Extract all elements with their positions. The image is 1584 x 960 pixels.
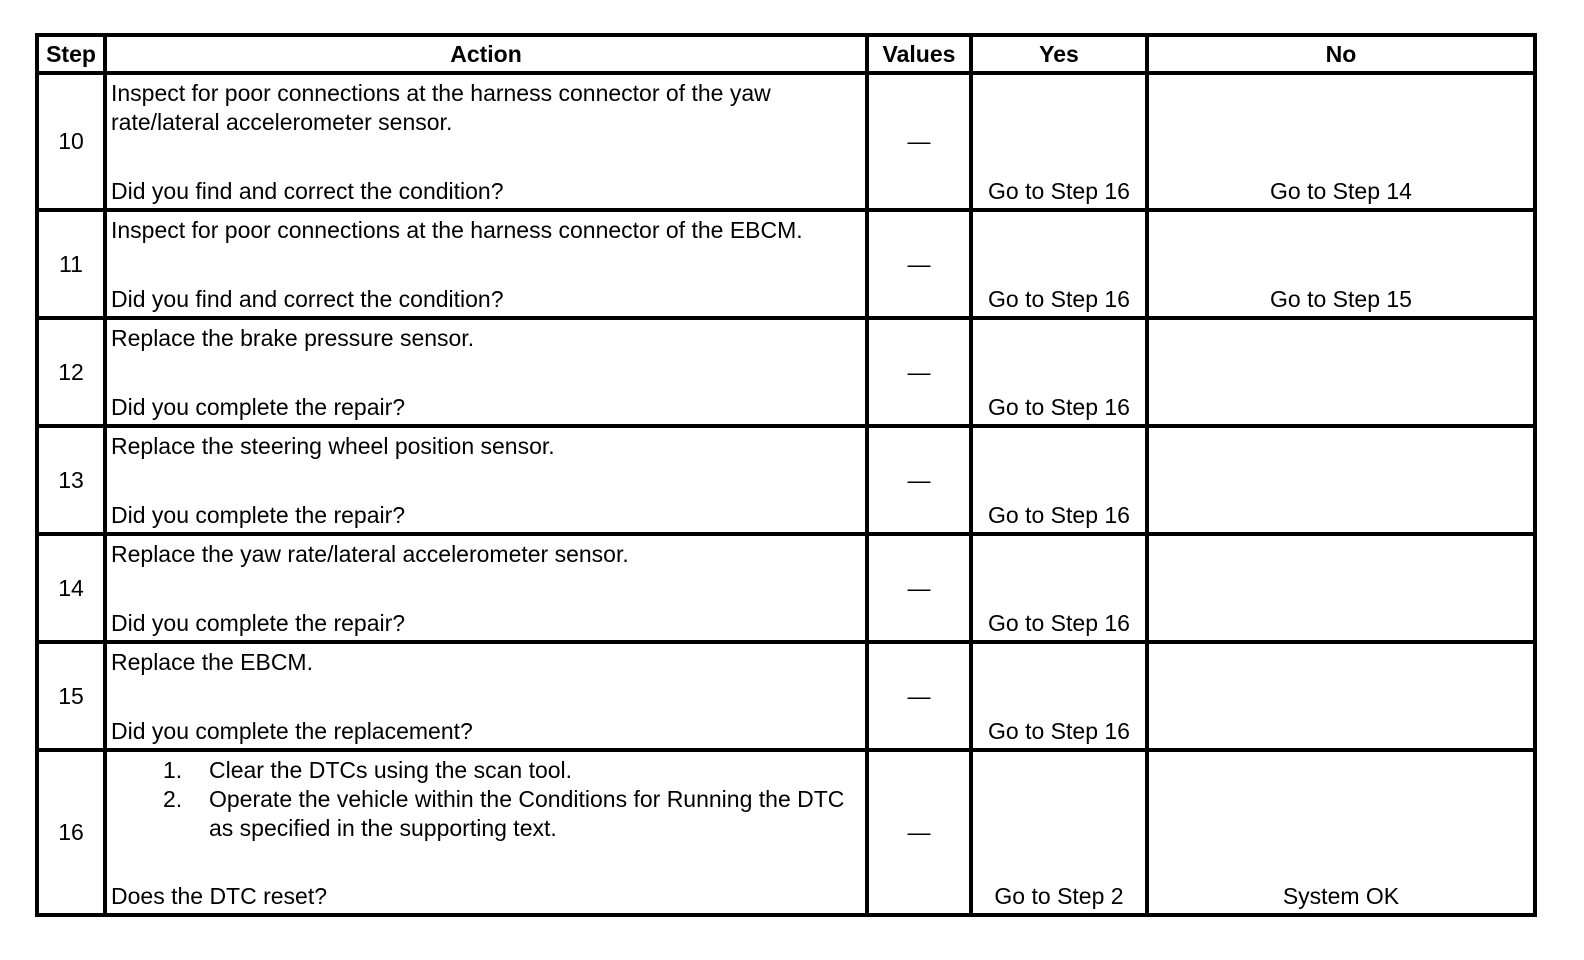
no-text: Go to Step 15: [1270, 286, 1412, 312]
no-text: [1149, 422, 1533, 424]
action-text: Replace the steering wheel position sensor.: [111, 433, 555, 459]
no-cell: [1147, 534, 1535, 642]
step-number: 11: [37, 210, 105, 318]
yes-cell: [971, 73, 1147, 210]
action-cell: [105, 210, 867, 318]
values-cell: —: [867, 210, 971, 318]
action-question: Does the DTC reset?: [111, 883, 328, 909]
header-yes: Yes: [971, 35, 1147, 73]
no-text: [1149, 530, 1533, 532]
action-question: Did you find and correct the condition?: [111, 178, 504, 204]
action-cell: [105, 534, 867, 642]
values-cell: —: [867, 318, 971, 426]
table-row: [37, 534, 1535, 642]
action-text: Inspect for poor connections at the harness connector of the yaw rate/lateral accelerometer sensor.: [111, 80, 771, 135]
action-cell: [105, 73, 867, 210]
no-text: [1149, 746, 1533, 748]
no-cell: [1147, 642, 1535, 750]
no-cell: [1147, 210, 1535, 318]
table-row: [37, 318, 1535, 426]
diagnostic-table: [35, 33, 1537, 917]
yes-text: Go to Step 16: [988, 610, 1130, 636]
list-item: [111, 756, 861, 785]
no-text: Go to Step 14: [1270, 178, 1412, 204]
yes-text: Go to Step 16: [988, 394, 1130, 420]
yes-text: Go to Step 16: [988, 286, 1130, 312]
action-text: Replace the yaw rate/lateral accelerometer sensor.: [111, 541, 629, 567]
list-item-number: 2.: [163, 786, 183, 812]
step-number: 13: [37, 426, 105, 534]
action-text: Replace the EBCM.: [111, 649, 313, 675]
action-question: Did you complete the repair?: [111, 394, 406, 420]
yes-cell: [971, 318, 1147, 426]
header-row: [37, 35, 1535, 73]
yes-cell: [971, 210, 1147, 318]
table-row: [37, 750, 1535, 915]
header-no: No: [1147, 35, 1535, 73]
table-row: [37, 210, 1535, 318]
yes-cell: [971, 750, 1147, 915]
yes-cell: [971, 426, 1147, 534]
values-cell: —: [867, 642, 971, 750]
no-text: [1149, 638, 1533, 640]
action-cell: [105, 642, 867, 750]
values-cell: —: [867, 750, 971, 915]
yes-cell: [971, 642, 1147, 750]
values-cell: —: [867, 73, 971, 210]
no-text: System OK: [1282, 883, 1400, 909]
list-item-text: Operate the vehicle within the Conditions for Running the DTC as specified in the supporting text.: [209, 786, 845, 841]
no-cell: [1147, 750, 1535, 915]
list-item-text: Clear the DTCs using the scan tool.: [209, 757, 573, 783]
action-question: Did you complete the repair?: [111, 610, 406, 636]
action-question: Did you complete the repair?: [111, 502, 406, 528]
table-row: [37, 426, 1535, 534]
no-cell: [1147, 318, 1535, 426]
table-row: [37, 73, 1535, 210]
step-number: 12: [37, 318, 105, 426]
yes-text: Go to Step 16: [988, 718, 1130, 744]
action-question: Did you complete the replacement?: [111, 718, 473, 744]
action-steps-list: [111, 756, 861, 843]
header-values: Values: [867, 35, 971, 73]
yes-text: Go to Step 16: [988, 502, 1130, 528]
step-number: 15: [37, 642, 105, 750]
step-number: 16: [37, 750, 105, 915]
yes-text: Go to Step 2: [994, 883, 1124, 909]
no-cell: [1147, 73, 1535, 210]
step-number: 10: [37, 73, 105, 210]
step-number: 14: [37, 534, 105, 642]
action-cell: [105, 750, 867, 915]
header-step: Step: [37, 35, 105, 73]
action-text: Replace the brake pressure sensor.: [111, 325, 475, 351]
table-row: [37, 642, 1535, 750]
yes-text: Go to Step 16: [988, 178, 1130, 204]
action-question: Did you find and correct the condition?: [111, 286, 504, 312]
list-item-number: 1.: [163, 757, 183, 783]
values-cell: —: [867, 534, 971, 642]
action-cell: [105, 426, 867, 534]
no-cell: [1147, 426, 1535, 534]
list-item: [111, 785, 861, 843]
action-text: Inspect for poor connections at the harness connector of the EBCM.: [111, 217, 803, 243]
yes-cell: [971, 534, 1147, 642]
header-action: Action: [105, 35, 867, 73]
action-cell: [105, 318, 867, 426]
values-cell: —: [867, 426, 971, 534]
